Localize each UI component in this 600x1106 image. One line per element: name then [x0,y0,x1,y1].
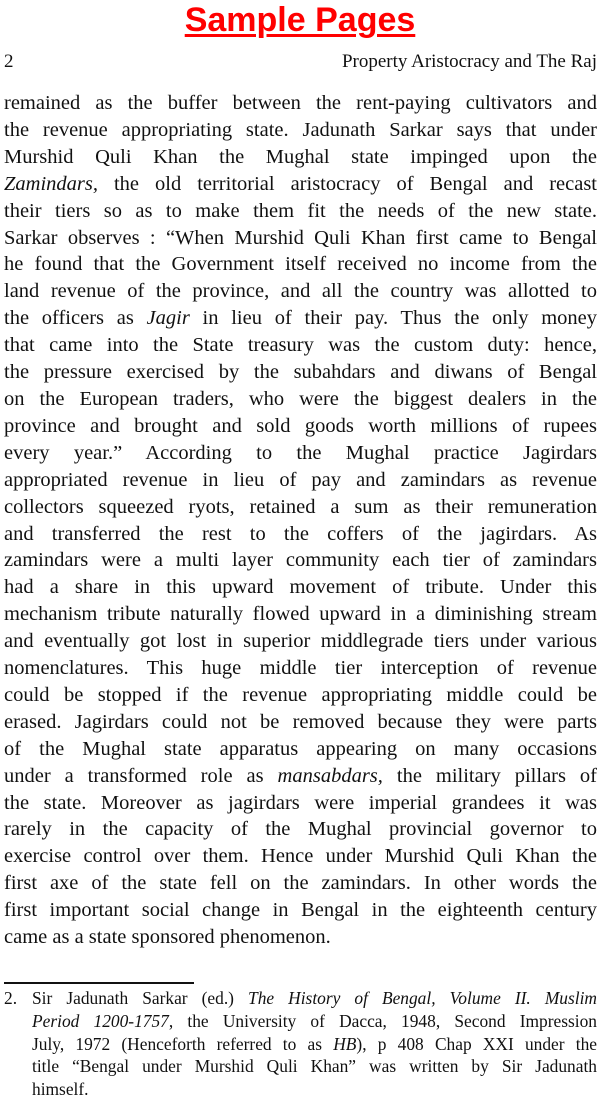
page-number: 2 [4,51,14,72]
italic-text: The History of Bengal, Volume II. Muslim [248,988,597,1008]
text-segment: in lieu of their pay. Thus the only money [189,307,597,330]
text-line [4,709,597,736]
italic-text: Zamindars, [4,172,98,195]
footnote-divider [4,982,194,984]
text-line [4,332,597,359]
text-segment: , the University of Dacca, 1948, Second Impression [168,1010,597,1031]
text-line [4,601,597,628]
text-line [4,628,597,655]
text-segment: their tiers so as to make them fit the needs of the new state. [4,199,597,222]
text-segment: rarely in the capacity of the Mughal provincial governor to [4,818,597,841]
text-line [4,440,597,467]
text-segment: Sir Jadunath Sarkar (ed.) [32,988,249,1008]
banner-label: Sample Pages [184,1,416,39]
text-segment: the old territorial aristocracy of Bengal and recast [97,172,597,195]
text-line [4,171,597,198]
italic-text: HB [333,1033,357,1054]
text-segment: under a transformed role as [4,764,278,787]
book-title: Property Aristocracy and The Raj [341,51,597,72]
footnote-text [32,987,597,1101]
text-line [4,682,597,709]
text-line [4,763,597,790]
text-segment: appropriated revenue in lieu of pay and zamindars as revenue [4,468,597,491]
text-segment: erased. Jagirdars could not be removed because they were parts [4,710,597,733]
text-segment: mechanism tribute naturally flowed upward in a diminishing stream [4,603,597,626]
text-segment: and eventually got lost in superior middlegrade tiers under various [4,630,597,653]
text-segment: came as a state sponsored phenomenon. [4,926,331,949]
footnote-number: 2. [4,988,18,1008]
footnote-line [32,1033,597,1056]
text-line [4,467,597,494]
text-segment: Sarkar observes : “When Murshid Quli Khan first came to Bengal [4,226,597,249]
text-line [4,843,597,870]
footnote-line [32,1078,597,1101]
text-line [4,736,597,763]
text-segment: the pressure exercised by the subahdars and diwans of Bengal [4,361,597,384]
footnote-line [32,1055,597,1078]
text-segment: first axe of the state fell on the zamindars. In other words the [4,872,597,895]
text-line [4,117,597,144]
text-line [4,547,597,574]
text-segment: title “Bengal under Murshid Quli Khan” was written by Sir Jadunath [32,1056,597,1077]
text-line [4,655,597,682]
text-segment: collectors squeezed ryots, retained a sum as their remuneration [4,495,597,518]
text-segment: every year.” According to the Mughal practice Jagirdars [4,441,597,464]
text-line [4,413,597,440]
body-paragraph [4,90,597,951]
text-line [4,790,597,817]
text-segment: and transferred the rest to the coffers of the jagirdars. As [4,522,597,545]
text-line [4,870,597,897]
text-segment: of the Mughal state apparatus appearing on many occasions [4,737,597,760]
italic-text: Jagir [146,307,190,330]
text-line [4,305,597,332]
text-segment: the military pillars of [382,764,597,787]
italic-text: Period 1200-1757 [32,1010,169,1031]
text-line [4,359,597,386]
text-segment: first important social change in Bengal in the eighteenth century [4,899,597,922]
text-segment: that came into the State treasury was the custom duty: hence, [4,334,597,357]
text-segment: land revenue of the province, and all the country was allotted to [4,280,597,303]
footnote [4,987,597,1101]
text-line [4,225,597,252]
text-segment: could be stopped if the revenue appropriating middle could be [4,683,597,706]
text-segment: on the European traders, who were the biggest dealers in the [4,387,597,410]
text-segment: the officers as [4,307,147,330]
text-line [4,494,597,521]
text-segment: had a share in this upward movement of tribute. Under this [4,576,597,599]
footnote-line [32,987,597,1010]
running-header [4,50,597,74]
text-segment: nomenclatures. This huge middle tier interception of revenue [4,657,597,680]
text-segment: province and brought and sold goods worth millions of rupees [4,414,597,437]
text-line [4,521,597,548]
footnote-line [32,1010,597,1033]
text-segment: July, 1972 (Henceforth referred to as [32,1033,334,1054]
text-segment: the state. Moreover as jagirdars were imperial grandees it was [4,791,597,814]
text-line [4,924,597,951]
text-line [4,144,597,171]
text-line [4,251,597,278]
text-line [4,90,597,117]
text-line [4,278,597,305]
sample-pages-banner [0,0,600,40]
text-line [4,574,597,601]
text-line [4,897,597,924]
text-segment: exercise control over them. Hence under Murshid Quli Khan the [4,845,597,868]
text-line [4,386,597,413]
text-segment: zamindars were a multi layer community each tier of zamindars [4,549,597,572]
text-segment: remained as the buffer between the rent-paying cultivators and [4,92,597,114]
text-segment: Murshid Quli Khan the Mughal state impinged upon the [4,145,597,168]
text-line [4,816,597,843]
italic-text: mansabdars, [277,764,383,787]
text-segment: he found that the Government itself received no income from the [4,253,597,276]
text-segment: the revenue appropriating state. Jadunath Sarkar says that under [4,118,597,141]
text-line [4,198,597,225]
text-segment: himself. [32,1079,89,1100]
text-segment: ), p 408 Chap XXI under the [356,1033,597,1054]
